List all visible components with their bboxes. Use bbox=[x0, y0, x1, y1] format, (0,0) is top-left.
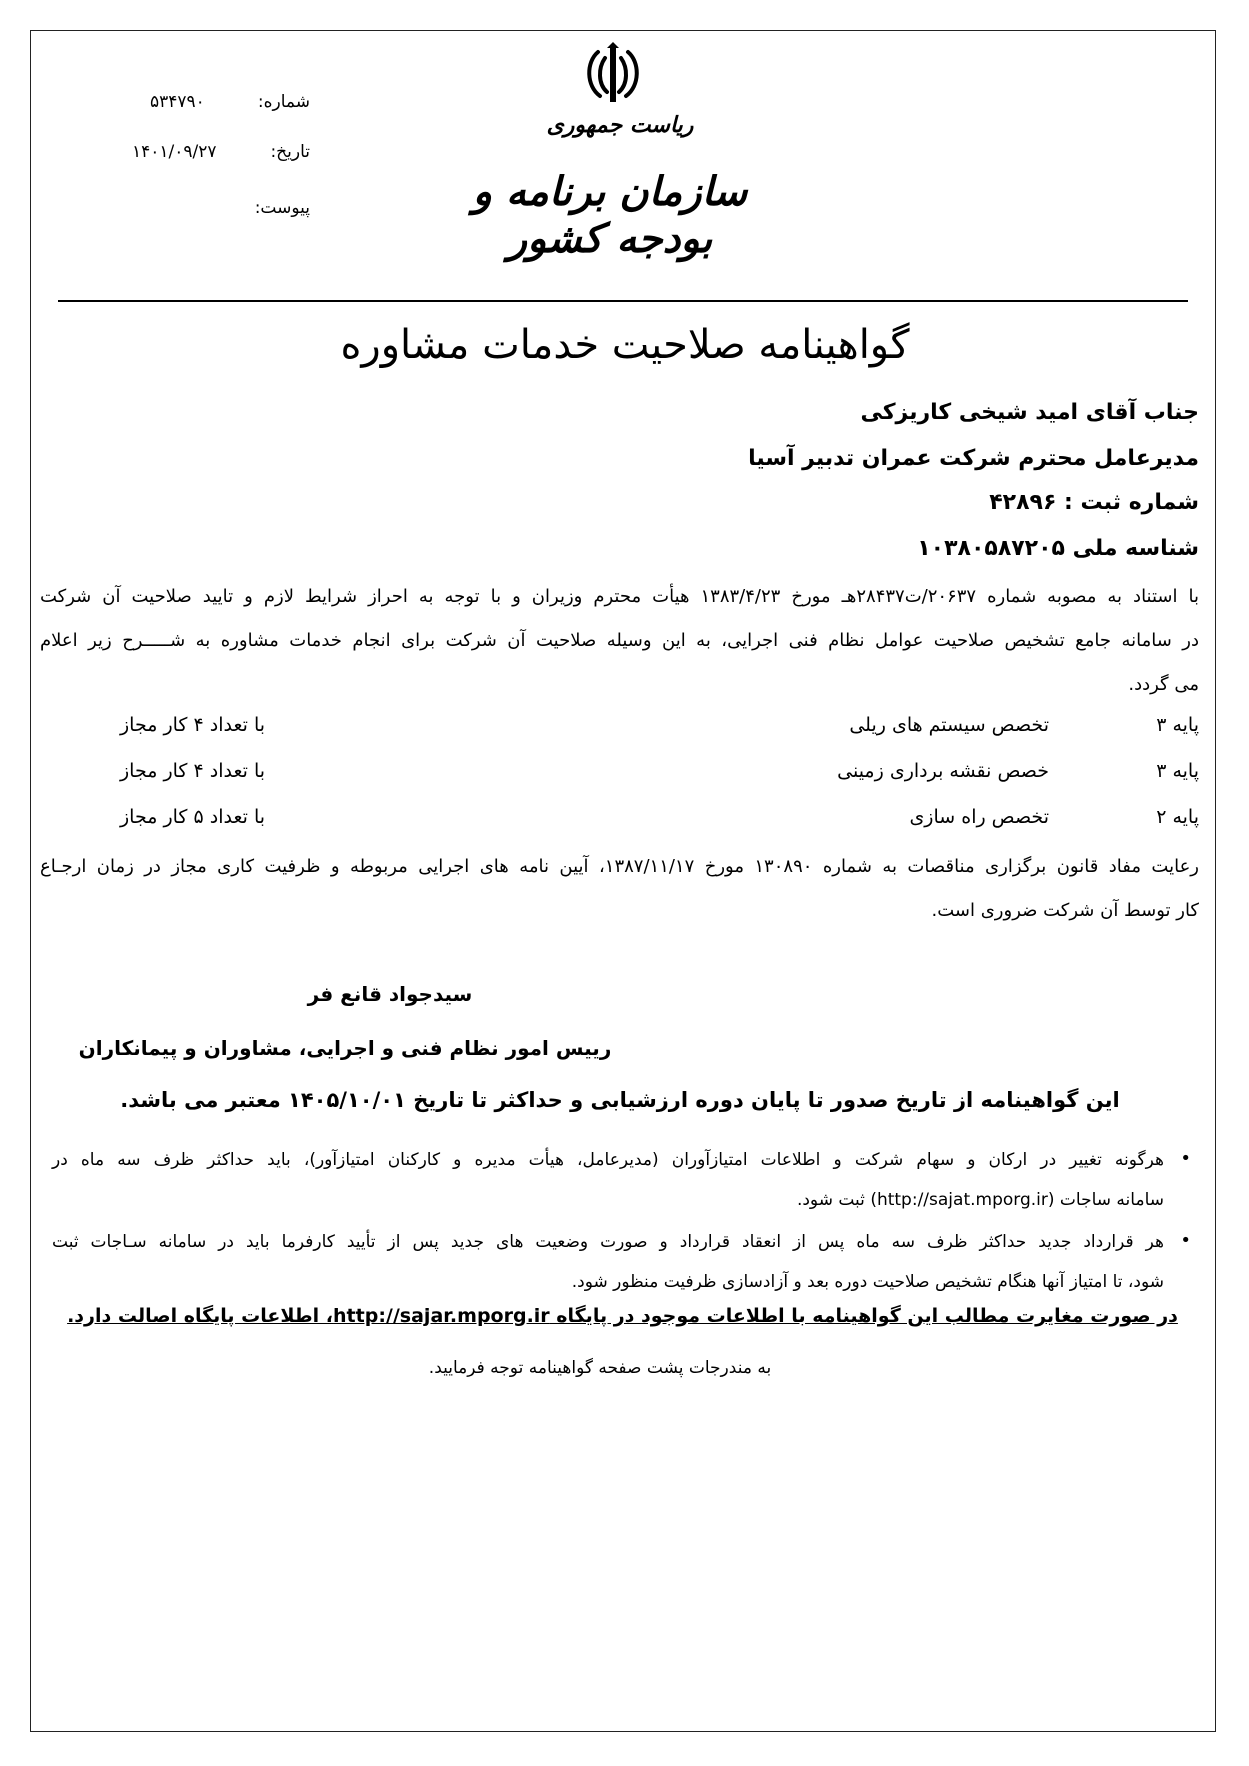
presidency-title: ریاست جمهوری bbox=[546, 112, 694, 138]
document-title: گواهینامه صلاحیت خدمات مشاوره bbox=[340, 322, 910, 368]
page-border bbox=[30, 30, 1216, 1732]
specialty-grade: پایه ۲ bbox=[1156, 806, 1199, 828]
specialty-count: با تعداد ۵ کار مجاز bbox=[120, 806, 266, 828]
bullet-line: هرگونه تغییر در ارکان و سهام شرکت و اطلاعات امتیازآوران (مدیرعامل، هیأت مدیره و کارکنان امتیازآور)، باید حداکثر ظرف سه ماه در bbox=[52, 1150, 1164, 1170]
signatory-role: رییس امور نظام فنی و اجرایی، مشاوران و پیمانکاران bbox=[78, 1036, 612, 1060]
validity-statement: این گواهینامه از تاریخ صدور تا پایان دوره ارزشیابی و حداکثر تا تاریخ ۱۴۰۵/۱۰/۰۱ معتبر می باشد. bbox=[120, 1088, 1120, 1112]
letter-attachment-label: پیوست: bbox=[254, 198, 310, 218]
letter-number-value: ۵۳۴۷۹۰ bbox=[150, 92, 205, 112]
national-id: شناسه ملی ۱۰۳۸۰۵۸۷۲۰۵ bbox=[917, 536, 1199, 561]
paragraph-line: در سامانه جامع تشخیص صلاحیت عوامل نظام فنی اجرایی، به این وسیله صلاحیت آن شرکت برای انجام خدمات مشاوره به شـــــرح زیر اعلام bbox=[40, 630, 1199, 651]
signatory-name: سیدجواد قانع فر bbox=[307, 982, 473, 1006]
national-emblem-icon bbox=[578, 40, 648, 110]
bullet-icon: • bbox=[1180, 1148, 1191, 1169]
specialty-name: خصص نقشه برداری زمینی bbox=[837, 760, 1049, 782]
letter-date-value: ۱۴۰۱/۰۹/۲۷ bbox=[132, 142, 217, 162]
letter-date bbox=[132, 142, 310, 166]
footer-note: به مندرجات پشت صفحه گواهینامه توجه فرمایید. bbox=[428, 1358, 772, 1378]
letter-date-label: تاریخ: bbox=[270, 142, 310, 162]
bullet-icon: • bbox=[1180, 1230, 1191, 1251]
letter-attachment bbox=[200, 198, 310, 222]
bullet-line: شود، تا امتیاز آنها هنگام تشخیص صلاحیت دوره بعد و آزادسازی ظرفیت منظور شود. bbox=[571, 1272, 1164, 1292]
specialty-row bbox=[100, 760, 1199, 790]
authenticity-notice: در صورت مغایرت مطالب این گواهینامه با اطلاعات موجود در پایگاه http://sajar.mporg.ir، اطلاعات پایگاه اصالت دارد. bbox=[67, 1305, 1178, 1327]
bullet-line: هر قرارداد جدید حداکثر ظرف سه ماه پس از انعقاد قرارداد و صورت وضعیت های جدید پس از تأیید کارفرما باید در سامانه سـاجات ثبت bbox=[52, 1232, 1164, 1252]
compliance-line: رعایت مفاد قانون برگزاری مناقصات به شماره ۱۳۰۸۹۰ مورخ ۱۳۸۷/۱۱/۱۷، آیین نامه های اجرایی مربوطه و ظرفیت کاری مجاز در زمان ارجـاع bbox=[40, 856, 1200, 877]
organization-title: سازمان برنامه و بودجه کشور bbox=[472, 168, 748, 262]
specialty-count: با تعداد ۴ کار مجاز bbox=[120, 760, 266, 782]
recipient-name: جناب آقای امید شیخی کاریزکی bbox=[860, 400, 1199, 425]
specialty-grade: پایه ۳ bbox=[1156, 714, 1199, 736]
recipient-role: مدیرعامل محترم شرکت عمران تدبیر آسیا bbox=[748, 446, 1199, 471]
letter-number-label: شماره: bbox=[257, 92, 310, 112]
specialty-row bbox=[100, 714, 1199, 744]
paragraph-line: می گردد. bbox=[1128, 674, 1199, 695]
header-divider bbox=[58, 300, 1188, 302]
letter-number bbox=[150, 92, 310, 116]
specialty-row bbox=[100, 806, 1199, 836]
specialty-name: تخصص سیستم های ریلی bbox=[849, 714, 1049, 736]
registration-number: شماره ثبت : ۴۲۸۹۶ bbox=[989, 490, 1199, 515]
specialty-grade: پایه ۳ bbox=[1156, 760, 1199, 782]
paragraph-line: با استناد به مصوبه شماره ۲۰۶۳۷/ت۲۸۴۳۷هـ مورخ ۱۳۸۳/۴/۲۳ هیأت محترم وزیران و با توجه به احراز شرایط لازم و تایید صلاحیت آن شرکت bbox=[40, 586, 1200, 607]
specialty-name: تخصص راه سازی bbox=[909, 806, 1049, 828]
bullet-line: سامانه ساجات (http://sajat.mporg.ir) ثبت شود. bbox=[796, 1190, 1164, 1210]
compliance-line: کار توسط آن شرکت ضروری است. bbox=[931, 900, 1199, 921]
specialty-count: با تعداد ۴ کار مجاز bbox=[120, 714, 266, 736]
